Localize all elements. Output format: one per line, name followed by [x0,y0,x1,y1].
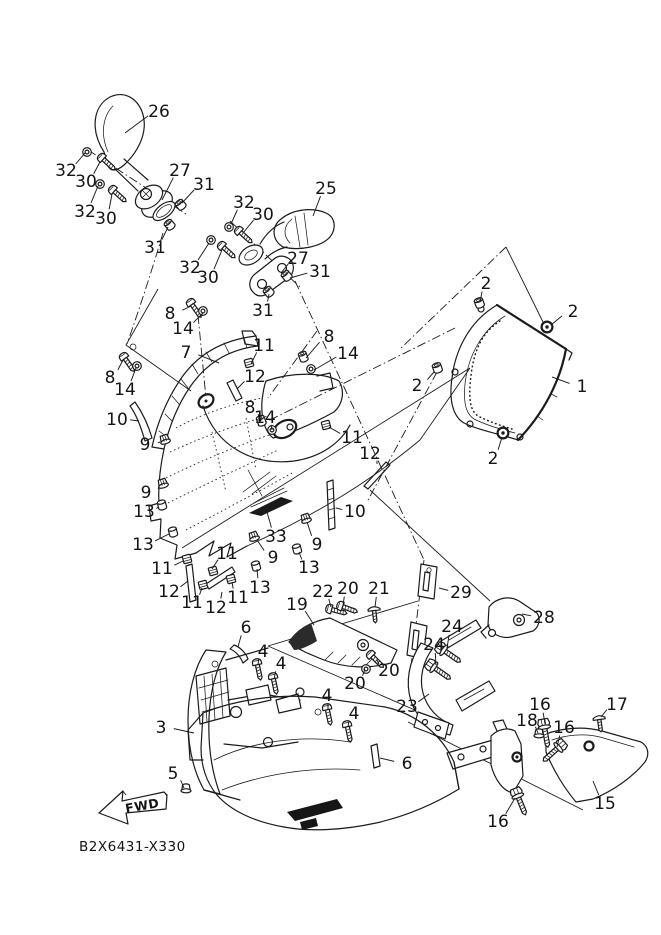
part-number-callout-8: 8 [323,327,335,347]
part-number-callout-15: 15 [594,794,616,814]
part-number-callout-33: 33 [265,527,287,547]
clip-slot-part-11 [226,574,236,584]
part-number-callout-16: 16 [553,718,575,738]
collar-part-31 [163,218,176,231]
leader-line-30 [214,250,222,269]
part-number-callout-19: 19 [286,595,308,615]
part-number-callout-11: 11 [151,559,173,579]
mirror-right-part25 [235,210,334,296]
part-number-callout-17: 17 [606,695,628,715]
part-number-callout-13: 13 [132,535,154,555]
part-number-callout-24: 24 [423,635,445,655]
part-number-callout-16: 16 [529,695,551,715]
part-number-callout-30: 30 [197,268,219,288]
fwd-direction-arrow [99,791,167,824]
part-number-callout-32: 32 [74,202,96,222]
leader-line-13 [156,507,158,509]
leader-line-32 [76,153,85,164]
part-number-callout-4: 4 [275,654,287,674]
part-number-callout-16: 16 [487,812,509,832]
part-number-callout-6: 6 [401,754,413,774]
part-number-callout-11: 11 [341,428,363,448]
part-number-callout-32: 32 [233,193,255,213]
cover-panel-19 [289,618,397,667]
leader-line-8 [306,342,320,358]
leader-line-13 [155,534,169,541]
part-number-callout-11: 11 [216,544,238,564]
leader-line-8 [118,360,123,370]
part-number-callout-8: 8 [244,398,256,418]
leader-line-9 [257,540,264,550]
bolt-hex-part-24 [424,657,454,684]
part-number-callout-12: 12 [158,582,180,602]
windshield-part7 [126,289,258,449]
grommet-part-2 [542,322,553,333]
part-number-callout-12: 12 [359,444,381,464]
diagram-code: B2X6431-X330 [79,839,186,855]
part-number-callout-20: 20 [378,661,400,681]
leader-line-1 [552,377,570,383]
screw-pan-part-30 [233,225,255,246]
screw-pan-part-30 [96,152,118,173]
grommet-part-2 [498,428,509,439]
leader-line-2 [427,372,434,380]
part-number-callout-3: 3 [155,718,167,738]
clip-slot-part-11 [182,554,192,564]
front-stay-part3 [188,648,304,800]
part-number-callout-11: 11 [253,336,275,356]
fwd-label: FWD [124,795,161,816]
part-number-callout-6: 6 [240,618,252,638]
part-number-callout-11: 11 [227,588,249,608]
part-number-callout-31: 31 [193,175,215,195]
leader-line-25 [313,196,321,216]
bolt-hex-part-16 [539,737,568,765]
leader-line-15 [593,781,599,795]
part-number-callout-27: 27 [287,249,309,269]
leader-line-30 [109,194,112,209]
part-number-callout-22: 22 [312,582,334,602]
screw-flat-part-21 [368,606,382,623]
part-number-callout-30: 30 [252,205,274,225]
part-number-callout-2: 2 [487,449,499,469]
part-number-callout-9: 9 [311,535,323,555]
part-number-callout-4: 4 [321,686,333,706]
part-number-callout-13: 13 [249,578,271,598]
part-number-callout-10: 10 [106,410,128,430]
part-number-callout-1: 1 [576,377,588,397]
part-number-callout-31: 31 [309,262,331,282]
part-number-callout-12: 12 [244,367,266,387]
part-number-callout-27: 27 [169,161,191,181]
washer-part-32 [223,221,235,233]
part-number-callout-20: 20 [344,674,366,694]
part-number-callout-30: 30 [95,209,117,229]
clip-slot-part-11 [321,420,331,430]
part-number-callout-28: 28 [533,608,555,628]
part-number-callout-2: 2 [480,274,492,294]
strip-6-lower [371,744,380,768]
part-number-callout-12: 12 [205,598,227,618]
leader-line-11 [329,427,340,433]
part-number-callout-31: 31 [144,238,166,258]
part-number-callout-26: 26 [148,102,170,122]
clip-slot-part-11 [198,580,208,590]
cap-nut-part-13 [157,499,167,511]
part-number-callout-14: 14 [254,408,276,428]
clamp-bracket-28 [481,598,539,638]
part-number-callout-30: 30 [75,172,97,192]
leader-line-10 [336,508,342,510]
part-number-callout-4: 4 [257,642,269,662]
leader-line-6 [380,758,394,761]
windscreen-part1 [451,305,572,440]
part-number-callout-10: 10 [344,502,366,522]
part-number-callout-9: 9 [267,548,279,568]
washer-part-32 [205,234,217,246]
cap-nut-part-13 [292,543,302,555]
part-number-callout-18: 18 [516,711,538,731]
part-number-callout-8: 8 [164,304,176,324]
part-number-callout-24: 24 [441,617,463,637]
part-number-callout-14: 14 [114,380,136,400]
part-number-callout-31: 31 [252,301,274,321]
molding-strip-10-right [327,480,335,530]
part-number-callout-13: 13 [133,502,155,522]
clip-square-part-9 [159,434,171,446]
leader-line-11 [174,561,183,565]
leader-line-8 [182,306,191,310]
part-number-callout-5: 5 [167,764,179,784]
leader-line-2 [498,437,502,450]
leader-line-9 [158,442,160,443]
part-number-callout-13: 13 [298,558,320,578]
part-number-callout-8: 8 [104,368,116,388]
part-number-callout-9: 9 [140,483,152,503]
leader-line-2 [551,316,562,325]
part-number-callout-29: 29 [450,583,472,603]
part-number-callout-23: 23 [396,697,418,717]
part-number-callout-2: 2 [411,376,423,396]
leader-line-29 [439,588,448,590]
leader-line-12 [181,581,188,587]
cap-nut-part-13 [251,560,261,572]
leader-line-9 [307,522,312,536]
part-number-callout-25: 25 [315,179,337,199]
part-number-callout-32: 32 [179,258,201,278]
part-number-callout-14: 14 [337,344,359,364]
part-number-callout-14: 14 [172,319,194,339]
part-number-callout-4: 4 [348,704,360,724]
part-number-callout-2: 2 [567,302,579,322]
part-number-callout-32: 32 [55,161,77,181]
cap-nut-part-13 [168,526,178,538]
leader-line-3 [174,729,194,733]
part-number-callout-11: 11 [181,593,203,613]
part-number-callout-20: 20 [337,579,359,599]
leader-line-33 [267,512,271,528]
part-number-callout-21: 21 [368,579,390,599]
part-number-callout-7: 7 [180,343,192,363]
part-number-callout-9: 9 [139,435,151,455]
